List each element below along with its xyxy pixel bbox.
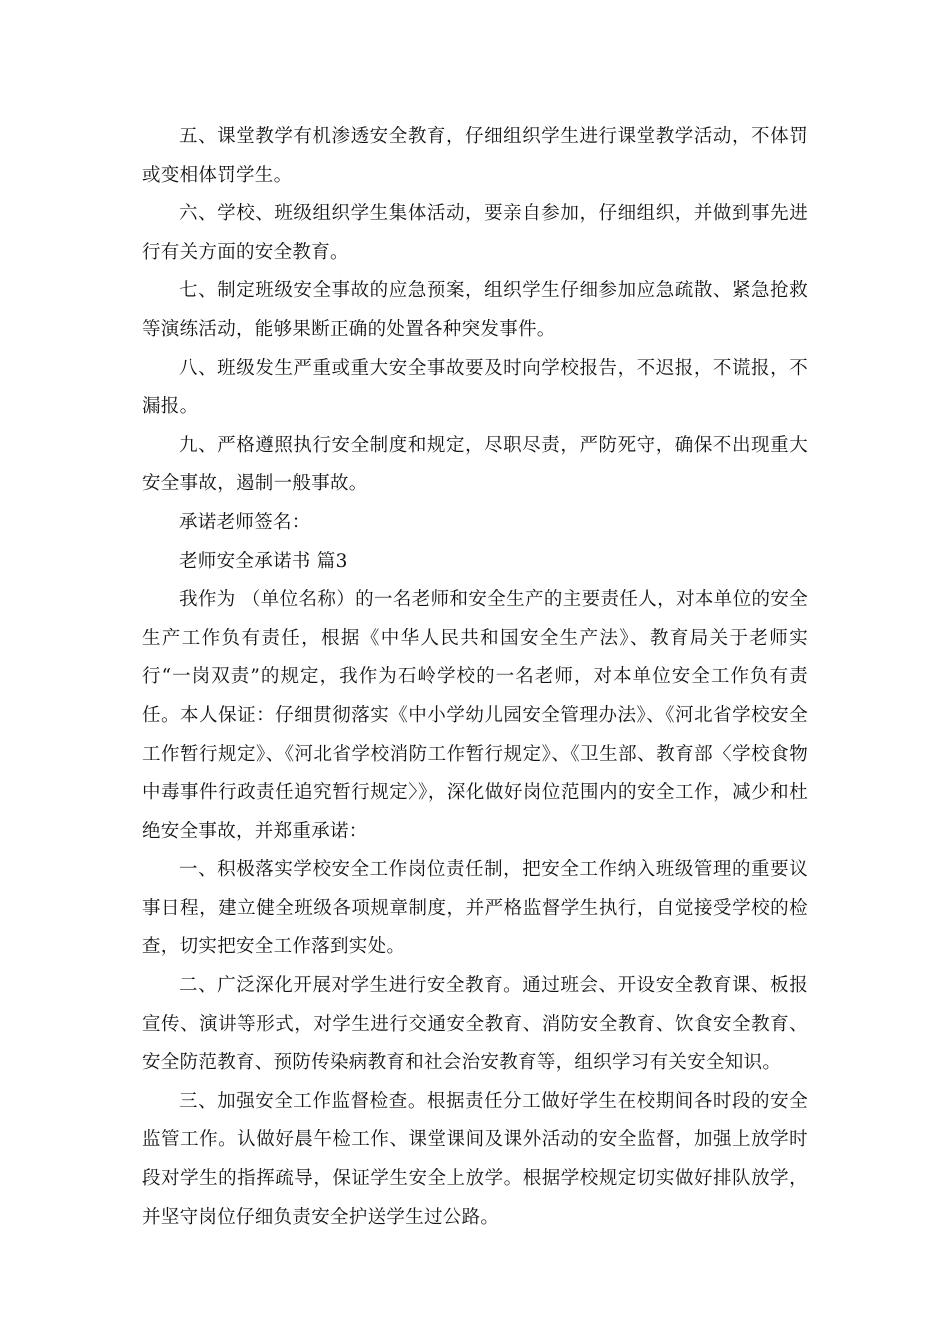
intro-paragraph: 我作为 （单位名称）的一名老师和安全生产的主要责任人，对本单位的安全生产工作负有责任，根据《中华人民共和国安全生产法》、教育局关于老师实行“一岗双责”的规定，我作为石岭学校的一名老师，对本单位安全工作负有责任。本人保证：仔细贯彻落实《中小学幼儿园安全管理办法》、《河北省学校安全工作暂行规定》、《河北省学校消防工作暂行规定》、《卫生部、教育部〈学校食物中毒事件行政责任追究暂行规定〉》，深化做好岗位范围内的安全工作，减少和杜绝安全事故，并郑重承诺： (142, 589, 808, 842)
signature-line: 承诺老师签名： (179, 511, 311, 533)
document-body (142, 118, 808, 1237)
paragraph-item-3: 三、加强安全工作监督检查。根据责任分工做好学生在校期间各时段的安全监管工作。认做好晨午检工作、课堂课间及课外活动的安全监督，加强上放学时段对学生的指挥疏导，保证学生安全上放学。根据学校规定切实做好排队放学，并坚守岗位仔细负责安全护送学生过公路。 (142, 1090, 808, 1228)
paragraph-item-1: 一、积极落实学校安全工作岗位责任制，把安全工作纳入班级管理的重要议事日程，建立健全班级各项规章制度，并严格监督学生执行，自觉接受学校的检查，切实把安全工作落到实处。 (142, 859, 808, 958)
paragraph-item-2: 二、广泛深化开展对学生进行安全教育。通过班会、开设安全教育课、板报宣传、演讲等形式，对学生进行交通安全教育、消防安全教育、饮食安全教育、安全防范教育、预防传染病教育和社会治安教育等，组织学习有关安全知识。 (142, 975, 808, 1074)
paragraph-item-7: 七、制定班级安全事故的应急预案，组织学生仔细参加应急疏散、紧急抢救等演练活动，能够果断正确的处置各种突发事件。 (142, 280, 808, 340)
section-heading: 老师安全承诺书 篇3 (179, 550, 348, 572)
paragraph-item-9: 九、严格遵照执行安全制度和规定，尽职尽责，严防死守，确保不出现重大安全事故，遏制一般事故。 (142, 434, 808, 495)
paragraph-item-6: 六、学校、班级组织学生集体活动，要亲自参加，仔细组织，并做到事先进行有关方面的安全教育。 (142, 203, 808, 263)
paragraph-item-5: 五、课堂教学有机渗透安全教育，仔细组织学生进行课堂教学活动，不体罚或变相体罚学生。 (142, 126, 808, 186)
paragraph-item-8: 八、班级发生严重或重大安全事故要及时向学校报告，不迟报，不谎报，不漏报。 (142, 357, 808, 418)
